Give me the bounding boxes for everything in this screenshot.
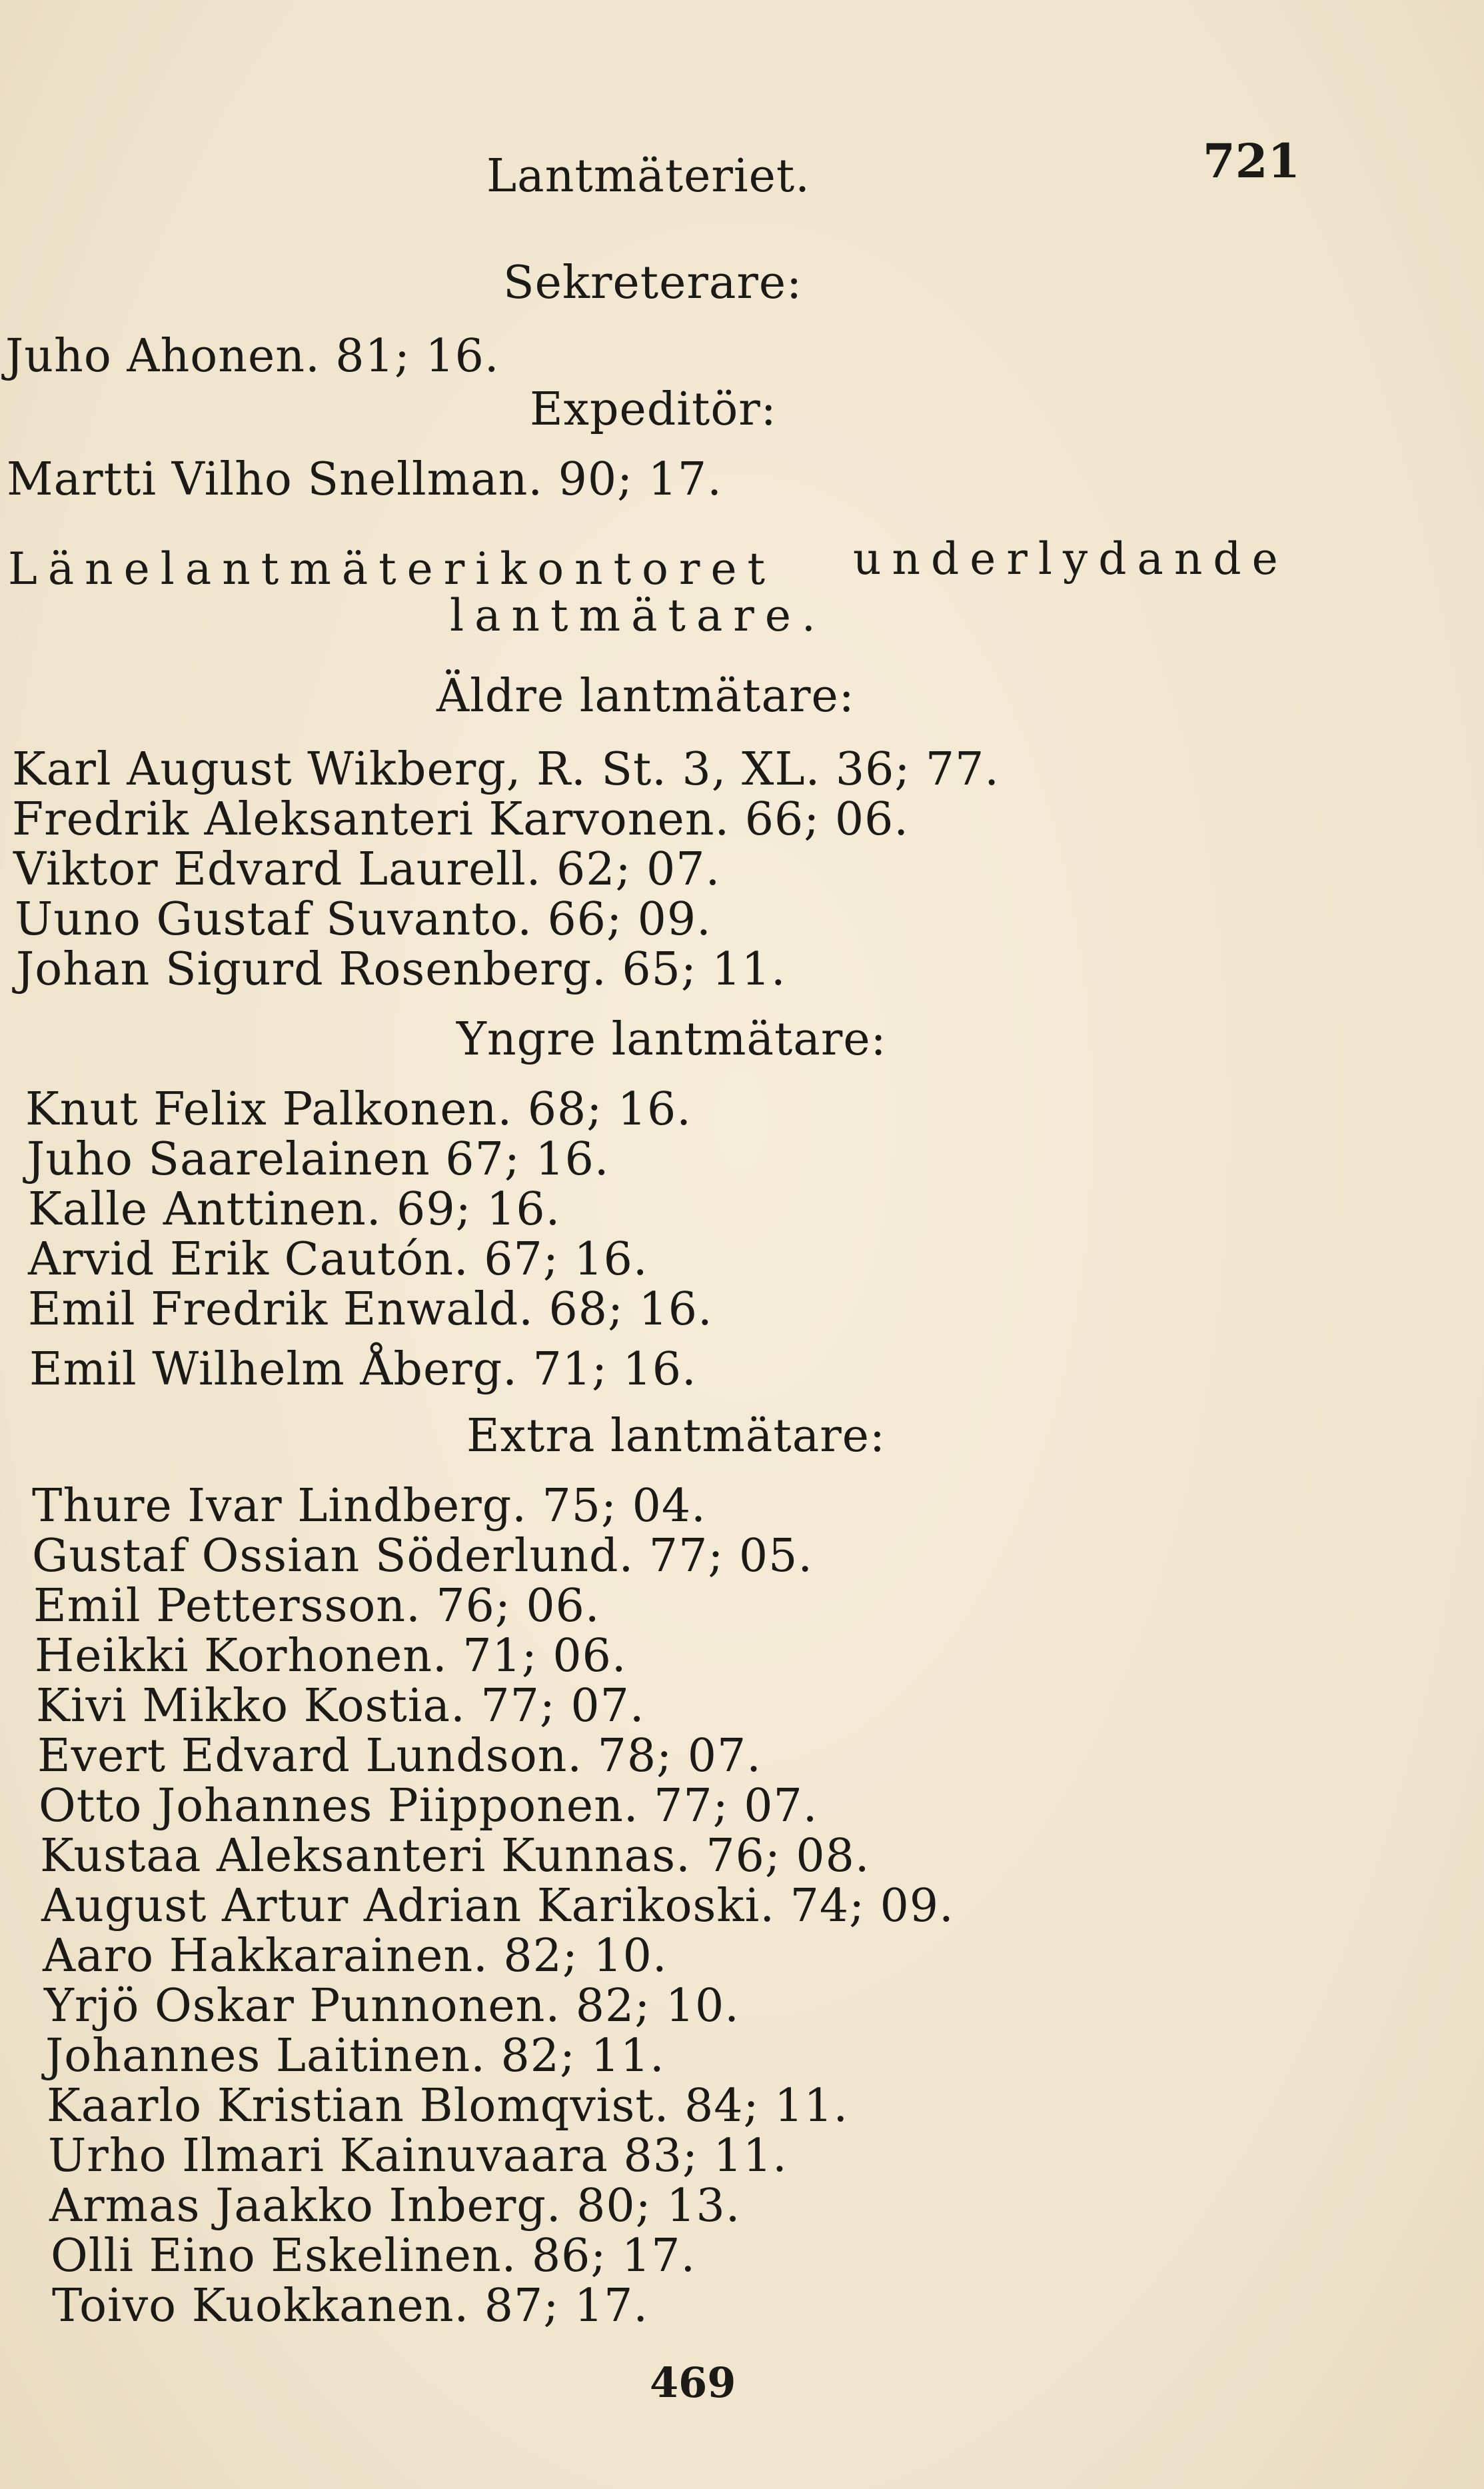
signature-number: 469 — [650, 2358, 736, 2407]
entry-extra-9: Aaro Hakkarainen. 82; 10. — [43, 1930, 668, 1982]
section-title-line1-left: Länelantmäterikontoret — [8, 543, 776, 595]
entry-aldre-2: Viktor Edvard Laurell. 62; 07. — [13, 843, 721, 896]
entry-expeditor-0: Martti Vilho Snellman. 90; 17. — [7, 453, 722, 506]
entry-extra-4: Kivi Mikko Kostia. 77; 07. — [36, 1680, 645, 1732]
heading-extra-lantmatare: Extra lantmätare: — [466, 1410, 886, 1462]
entry-yngre-3: Arvid Erik Cautón. 67; 16. — [28, 1233, 648, 1286]
entry-yngre-1: Juho Saarelainen 67; 16. — [27, 1133, 610, 1186]
entry-extra-12: Kaarlo Kristian Blomqvist. 84; 11. — [47, 2080, 849, 2132]
running-header-title: Lantmäteriet. — [486, 150, 810, 203]
heading-expeditor: Expeditör: — [530, 383, 777, 436]
entry-extra-16: Toivo Kuokkanen. 87; 17. — [52, 2280, 648, 2332]
entry-extra-11: Johannes Laitinen. 82; 11. — [45, 2030, 665, 2082]
entry-extra-0: Thure Ivar Lindberg. 75; 04. — [32, 1480, 706, 1532]
entry-yngre-2: Kalle Anttinen. 69; 16. — [28, 1183, 561, 1236]
section-title-line2: lantmätare. — [450, 590, 826, 641]
entry-extra-7: Kustaa Aleksanteri Kunnas. 76; 08. — [40, 1830, 870, 1882]
entry-extra-8: August Artur Adrian Karikoski. 74; 09. — [41, 1880, 954, 1932]
entry-extra-6: Otto Johannes Piipponen. 77; 07. — [39, 1780, 818, 1832]
page-number: 721 — [1203, 133, 1301, 189]
entry-aldre-1: Fredrik Aleksanteri Karvonen. 66; 06. — [12, 793, 909, 846]
entry-aldre-4: Johan Sigurd Rosenberg. 65; 11. — [16, 943, 786, 996]
entry-extra-10: Yrjö Oskar Punnonen. 82; 10. — [44, 1980, 740, 2032]
entry-yngre-0: Knut Felix Palkonen. 68; 16. — [25, 1083, 692, 1136]
entry-extra-2: Emil Pettersson. 76; 06. — [33, 1580, 600, 1632]
entry-extra-1: Gustaf Ossian Söderlund. 77; 05. — [32, 1530, 813, 1582]
entry-extra-3: Heikki Korhonen. 71; 06. — [35, 1630, 627, 1682]
entry-extra-14: Armas Jaakko Inberg. 80; 13. — [49, 2180, 741, 2232]
entry-aldre-0: Karl August Wikberg, R. St. 3, XL. 36; 77. — [12, 743, 1000, 796]
heading-sekreterare: Sekreterare: — [503, 257, 803, 309]
heading-yngre-lantmatare: Yngre lantmätare: — [456, 1013, 887, 1066]
entry-yngre-5: Emil Wilhelm Åberg. 71; 16. — [29, 1343, 697, 1396]
entry-yngre-4: Emil Fredrik Enwald. 68; 16. — [28, 1283, 713, 1336]
entry-sekreterare-0: Juho Ahonen. 81; 16. — [5, 330, 500, 383]
entry-extra-13: Urho Ilmari Kainuvaara 83; 11. — [48, 2130, 788, 2182]
heading-aldre-lantmatare: Äldre lantmätare: — [436, 670, 855, 723]
section-title-line1-right: underlydande — [853, 533, 1289, 585]
entry-extra-5: Evert Edvard Lundson. 78; 07. — [37, 1730, 762, 1782]
entry-extra-15: Olli Eino Eskelinen. 86; 17. — [51, 2230, 696, 2282]
entry-aldre-3: Uuno Gustaf Suvanto. 66; 09. — [15, 893, 712, 946]
